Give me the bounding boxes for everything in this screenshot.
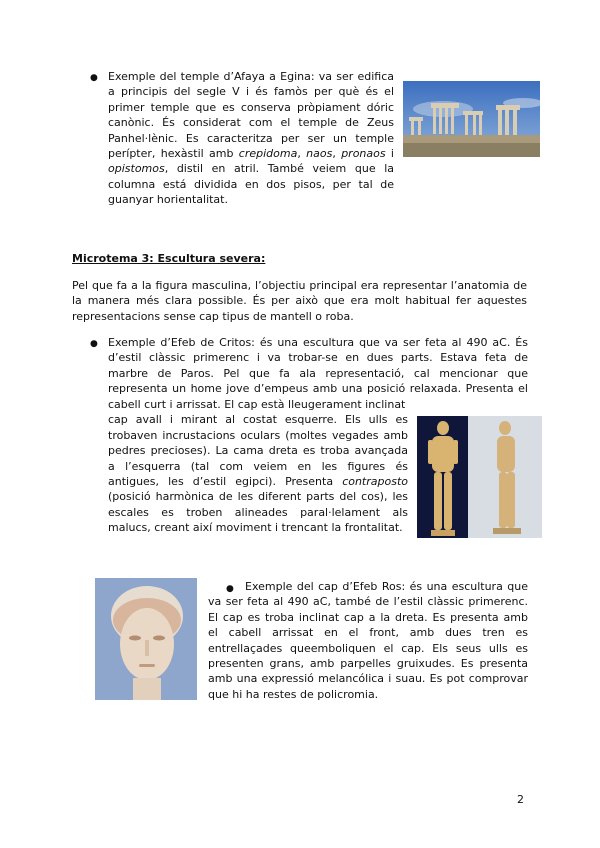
critos-paragraph-top xyxy=(108,335,528,397)
text-line: Exemple del temple d’Afaya a Egina: va ser edifica xyxy=(108,70,394,83)
text-line: perípter, hexàstil amb crepidoma, naos, pronaos i xyxy=(108,147,394,161)
text-line: canònic. És considerat com el temple de Zeus xyxy=(108,116,394,130)
text-line: el cabell arrissat en el front, amb dues tren es xyxy=(208,626,528,640)
critos-image xyxy=(417,416,542,538)
text-line: a l’esquerra (tal com veiem en les figures és xyxy=(108,459,408,473)
text-line: antigues, les d’estil egipci). Presenta contraposto xyxy=(108,475,408,489)
bullet-icon: ● xyxy=(90,73,98,83)
text-line: guanyar horientalitat. xyxy=(108,193,228,207)
text-line: (posició harmònica de les diferent parts del cos), les xyxy=(108,490,408,504)
text-line: a principis del segle V i és famòs per què és el xyxy=(108,85,394,99)
text-line: la manera més clara possible. És per això que era molt habitual fer aquestes xyxy=(72,294,527,308)
text-line: Exemple d’Efeb de Critos: és una escultura que va ser feta al 490 aC. És xyxy=(108,336,528,349)
text-line: escales es troben alineades paral·lelament als xyxy=(108,505,408,519)
critos-paragraph-wrap xyxy=(108,397,408,536)
text-line: d’estil clàssic primerenc i va trobar-se en dues parts. Estava feta de xyxy=(108,351,528,365)
text-line: Panhel·lènic. Es caracteritza per ser un temple xyxy=(108,131,394,145)
text-line: entrellaçades queemboliquen el cap. Els seus ulls es xyxy=(208,641,528,655)
section-heading: Microtema 3: Escultura severa: xyxy=(72,252,266,265)
text-line: Exemple del cap d’Efeb Ros: és una escultura que xyxy=(245,580,528,593)
text-line: marbre de Paros. Pel que fa ala representació, cal mencionar que xyxy=(108,366,528,380)
text-line: cabell curt i arrissat. El cap està lleugerament inclinat xyxy=(108,398,406,411)
text-line: representacions sense cap tipus de mantell o roba. xyxy=(72,309,354,323)
text-line: Pel que fa a la figura masculina, l’objectiu principal era representar l’anatomia de xyxy=(72,279,527,292)
text-line: va ser feta al 490 aC, també de l’estil clàssic primerenc. xyxy=(208,595,528,609)
text-line: presenten grans, amb parpelles gruixudes. Es presenta xyxy=(208,657,528,671)
ros-image xyxy=(95,578,197,700)
text-line: cap avall i mirant al costat esquerre. Els ulls es xyxy=(108,413,408,427)
text-line: El cap es troba inclinat cap a la dreta. Es presenta amb xyxy=(208,610,528,624)
text-line: primer temple que es conserva pròpiament dóric xyxy=(108,100,394,114)
text-line: representa un home jove d’empeus amb una posició relaxada. Presenta el xyxy=(108,382,528,396)
text-line: amb una expressió melancólica i suau. Es pot comprovar xyxy=(208,672,528,686)
page-number: 2 xyxy=(517,793,524,806)
intro-paragraph xyxy=(72,278,527,324)
bullet-icon: ● xyxy=(90,339,98,349)
text-line: malucs, creant així moviment i trencant la frontalitat. xyxy=(108,521,403,535)
temple-paragraph xyxy=(108,69,394,208)
text-line: opistomos, distil en atril. També veiem que la xyxy=(108,162,394,176)
text-line: columna está dividida en dos pisos, per tal de xyxy=(108,177,394,191)
text-line: trobaven incrustacions oculars (moltes vegades amb xyxy=(108,428,408,442)
ros-paragraph xyxy=(208,579,528,702)
temple-image xyxy=(403,81,540,157)
bullet-icon: ● xyxy=(226,584,234,594)
text-line: que hi ha restes de policromia. xyxy=(208,687,379,701)
text-line: pedres precioses). La cama dreta es troba avançada xyxy=(108,444,408,458)
